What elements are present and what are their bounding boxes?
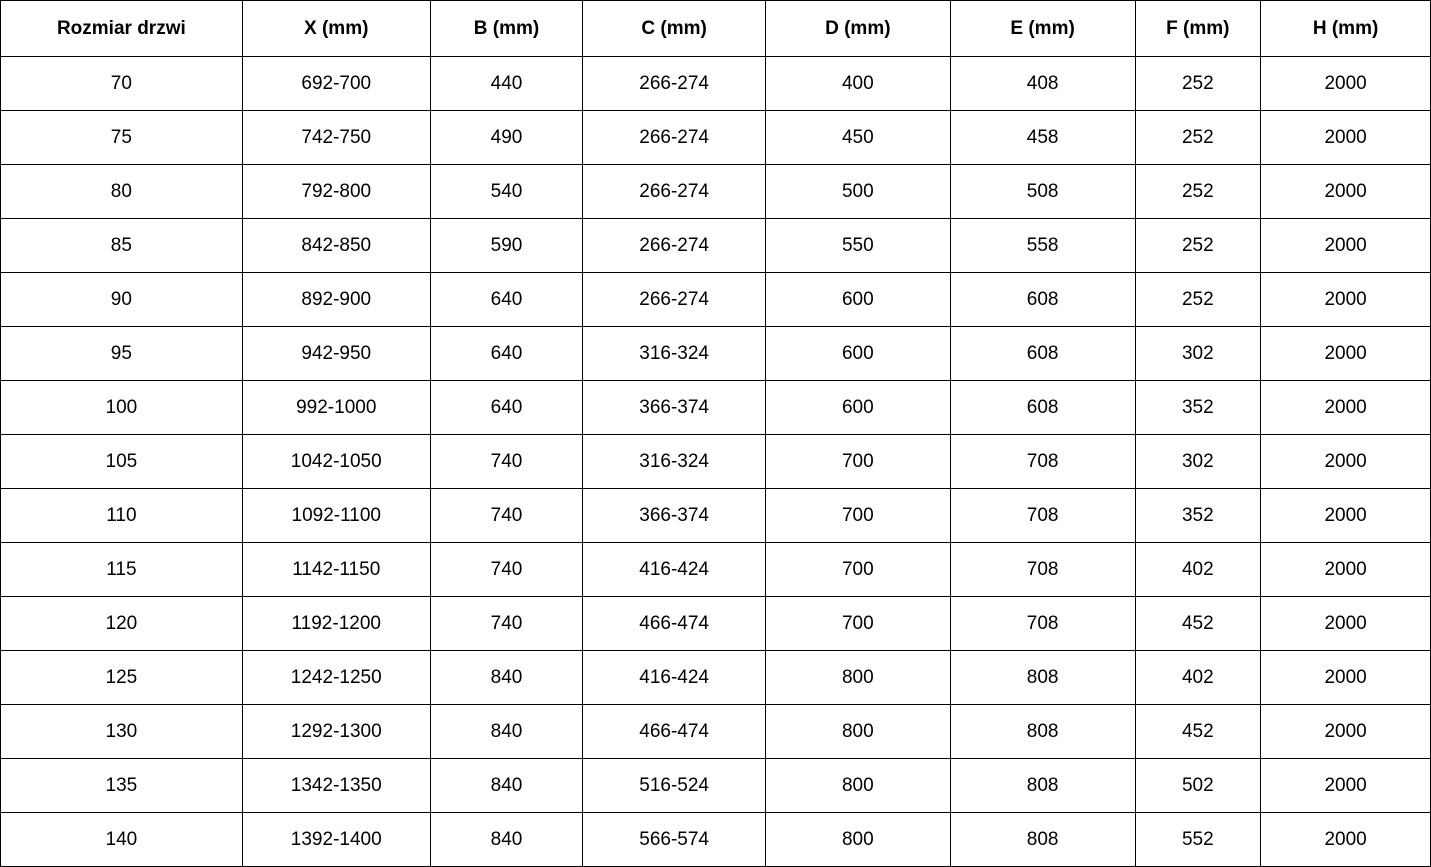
cell-f: 352 [1135, 489, 1261, 543]
cell-b: 740 [430, 435, 583, 489]
cell-f: 552 [1135, 813, 1261, 867]
cell-x: 1142-1150 [242, 543, 430, 597]
cell-x: 1342-1350 [242, 759, 430, 813]
cell-rozmiar-drzwi: 90 [1, 273, 243, 327]
cell-f: 452 [1135, 705, 1261, 759]
cell-rozmiar-drzwi: 85 [1, 219, 243, 273]
cell-rozmiar-drzwi: 140 [1, 813, 243, 867]
cell-b: 540 [430, 165, 583, 219]
table-row [1, 381, 1431, 435]
cell-b: 740 [430, 543, 583, 597]
table-row [1, 759, 1431, 813]
cell-c: 516-524 [583, 759, 766, 813]
table-header-row [1, 1, 1431, 57]
cell-b: 840 [430, 705, 583, 759]
cell-x: 1292-1300 [242, 705, 430, 759]
column-header-e: E (mm) [950, 1, 1135, 57]
column-header-rozmiar-drzwi: Rozmiar drzwi [1, 1, 243, 57]
cell-c: 466-474 [583, 597, 766, 651]
cell-h: 2000 [1261, 111, 1431, 165]
cell-h: 2000 [1261, 327, 1431, 381]
cell-rozmiar-drzwi: 100 [1, 381, 243, 435]
cell-x: 1392-1400 [242, 813, 430, 867]
cell-e: 808 [950, 651, 1135, 705]
cell-e: 808 [950, 705, 1135, 759]
cell-b: 640 [430, 273, 583, 327]
cell-h: 2000 [1261, 813, 1431, 867]
column-header-h: H (mm) [1261, 1, 1431, 57]
cell-c: 316-324 [583, 327, 766, 381]
cell-e: 558 [950, 219, 1135, 273]
column-header-c: C (mm) [583, 1, 766, 57]
table-row [1, 273, 1431, 327]
cell-h: 2000 [1261, 219, 1431, 273]
cell-f: 502 [1135, 759, 1261, 813]
table-row [1, 435, 1431, 489]
cell-rozmiar-drzwi: 115 [1, 543, 243, 597]
column-header-f: F (mm) [1135, 1, 1261, 57]
cell-c: 266-274 [583, 273, 766, 327]
cell-d: 700 [765, 435, 950, 489]
cell-h: 2000 [1261, 381, 1431, 435]
cell-b: 740 [430, 597, 583, 651]
cell-f: 302 [1135, 327, 1261, 381]
cell-rozmiar-drzwi: 95 [1, 327, 243, 381]
cell-x: 842-850 [242, 219, 430, 273]
cell-d: 800 [765, 759, 950, 813]
cell-e: 808 [950, 813, 1135, 867]
cell-d: 800 [765, 813, 950, 867]
cell-f: 402 [1135, 543, 1261, 597]
cell-d: 700 [765, 543, 950, 597]
cell-e: 708 [950, 435, 1135, 489]
cell-x: 1042-1050 [242, 435, 430, 489]
table-body [1, 57, 1431, 867]
cell-b: 840 [430, 813, 583, 867]
cell-h: 2000 [1261, 165, 1431, 219]
cell-d: 600 [765, 327, 950, 381]
cell-f: 252 [1135, 57, 1261, 111]
cell-h: 2000 [1261, 543, 1431, 597]
cell-e: 608 [950, 327, 1135, 381]
cell-x: 692-700 [242, 57, 430, 111]
cell-c: 266-274 [583, 219, 766, 273]
cell-f: 402 [1135, 651, 1261, 705]
cell-h: 2000 [1261, 435, 1431, 489]
cell-d: 800 [765, 651, 950, 705]
cell-f: 252 [1135, 111, 1261, 165]
table-row [1, 165, 1431, 219]
cell-b: 490 [430, 111, 583, 165]
cell-d: 550 [765, 219, 950, 273]
cell-h: 2000 [1261, 597, 1431, 651]
cell-h: 2000 [1261, 759, 1431, 813]
cell-e: 458 [950, 111, 1135, 165]
table-header [1, 1, 1431, 57]
cell-e: 608 [950, 273, 1135, 327]
cell-x: 1192-1200 [242, 597, 430, 651]
column-header-d: D (mm) [765, 1, 950, 57]
cell-e: 708 [950, 597, 1135, 651]
cell-rozmiar-drzwi: 80 [1, 165, 243, 219]
cell-rozmiar-drzwi: 110 [1, 489, 243, 543]
cell-c: 266-274 [583, 111, 766, 165]
cell-x: 892-900 [242, 273, 430, 327]
table-row [1, 543, 1431, 597]
cell-rozmiar-drzwi: 120 [1, 597, 243, 651]
cell-x: 1092-1100 [242, 489, 430, 543]
cell-e: 808 [950, 759, 1135, 813]
cell-f: 252 [1135, 165, 1261, 219]
cell-rozmiar-drzwi: 130 [1, 705, 243, 759]
cell-c: 466-474 [583, 705, 766, 759]
cell-d: 700 [765, 597, 950, 651]
cell-d: 400 [765, 57, 950, 111]
cell-b: 840 [430, 759, 583, 813]
cell-e: 408 [950, 57, 1135, 111]
cell-x: 942-950 [242, 327, 430, 381]
cell-f: 452 [1135, 597, 1261, 651]
cell-f: 352 [1135, 381, 1261, 435]
cell-b: 640 [430, 327, 583, 381]
cell-d: 800 [765, 705, 950, 759]
table-row [1, 219, 1431, 273]
cell-f: 252 [1135, 219, 1261, 273]
cell-e: 508 [950, 165, 1135, 219]
cell-d: 450 [765, 111, 950, 165]
cell-c: 416-424 [583, 651, 766, 705]
cell-b: 590 [430, 219, 583, 273]
cell-c: 266-274 [583, 165, 766, 219]
cell-h: 2000 [1261, 705, 1431, 759]
cell-b: 740 [430, 489, 583, 543]
cell-b: 440 [430, 57, 583, 111]
cell-x: 792-800 [242, 165, 430, 219]
table-row [1, 489, 1431, 543]
cell-rozmiar-drzwi: 75 [1, 111, 243, 165]
cell-e: 708 [950, 543, 1135, 597]
cell-h: 2000 [1261, 651, 1431, 705]
cell-d: 600 [765, 381, 950, 435]
cell-f: 302 [1135, 435, 1261, 489]
table-row [1, 327, 1431, 381]
cell-c: 416-424 [583, 543, 766, 597]
column-header-x: X (mm) [242, 1, 430, 57]
column-header-b: B (mm) [430, 1, 583, 57]
cell-d: 500 [765, 165, 950, 219]
cell-b: 840 [430, 651, 583, 705]
cell-rozmiar-drzwi: 105 [1, 435, 243, 489]
cell-rozmiar-drzwi: 135 [1, 759, 243, 813]
cell-c: 266-274 [583, 57, 766, 111]
table-row [1, 651, 1431, 705]
cell-c: 566-574 [583, 813, 766, 867]
cell-x: 1242-1250 [242, 651, 430, 705]
table-row [1, 705, 1431, 759]
cell-e: 708 [950, 489, 1135, 543]
cell-rozmiar-drzwi: 125 [1, 651, 243, 705]
cell-c: 366-374 [583, 381, 766, 435]
cell-x: 742-750 [242, 111, 430, 165]
cell-b: 640 [430, 381, 583, 435]
cell-d: 700 [765, 489, 950, 543]
cell-e: 608 [950, 381, 1135, 435]
cell-c: 316-324 [583, 435, 766, 489]
table-row [1, 813, 1431, 867]
cell-x: 992-1000 [242, 381, 430, 435]
cell-h: 2000 [1261, 273, 1431, 327]
cell-d: 600 [765, 273, 950, 327]
table-row [1, 111, 1431, 165]
cell-c: 366-374 [583, 489, 766, 543]
table-row [1, 57, 1431, 111]
cell-h: 2000 [1261, 57, 1431, 111]
table-row [1, 597, 1431, 651]
cell-f: 252 [1135, 273, 1261, 327]
cell-rozmiar-drzwi: 70 [1, 57, 243, 111]
cell-h: 2000 [1261, 489, 1431, 543]
